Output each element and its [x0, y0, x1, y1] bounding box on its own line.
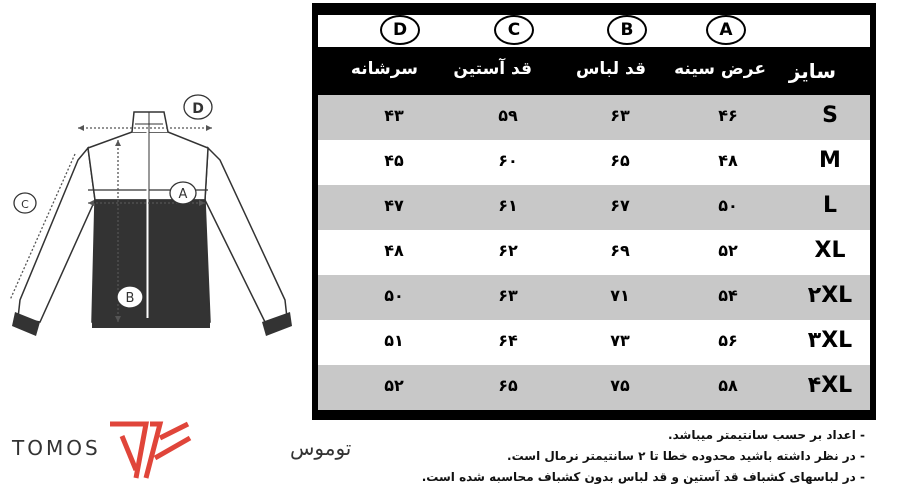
- label-a: [170, 182, 196, 204]
- size-cell: M: [819, 148, 841, 173]
- chest-cell: ۵۶: [718, 331, 738, 350]
- brand-emblem-icon: [110, 424, 190, 478]
- svg-text:A: A: [178, 187, 188, 202]
- table-header: [318, 47, 870, 95]
- jacket-diagram: [0, 85, 310, 345]
- label-c: [14, 193, 36, 213]
- letter-c: C: [494, 15, 534, 45]
- sleeve-cell: ۵۹: [498, 106, 518, 125]
- header-length: قد لباس: [575, 59, 646, 79]
- sleeve-cell: ۶۳: [498, 286, 518, 305]
- table-row: [318, 320, 870, 365]
- sleeve-cell: ۶۲: [498, 241, 518, 260]
- chest-cell: ۵۴: [718, 286, 738, 305]
- length-cell: ۷۱: [610, 286, 630, 305]
- table-row: [318, 140, 870, 185]
- length-cell: ۷۳: [610, 331, 630, 350]
- svg-text:D: D: [192, 101, 204, 117]
- size-cell: ۲XL: [807, 283, 853, 308]
- table-row: [318, 185, 870, 230]
- note-knit: - در لباسهای کشباف قد آستین و قد لباس بدون کشباف محاسبه شده است.: [421, 470, 865, 484]
- note-tolerance: - در نظر داشته باشید محدوده خطا تا ۲ سانتیمتر نرمال است.: [507, 449, 865, 463]
- shoulder-cell: ۴۵: [384, 151, 404, 170]
- sleeve-cell: ۶۱: [498, 196, 518, 215]
- svg-text:C: C: [21, 198, 29, 211]
- notes: [305, 428, 865, 491]
- shoulder-cell: ۴۳: [384, 106, 404, 125]
- letter-d: D: [380, 15, 420, 45]
- header-sleeve: قد آستین: [453, 59, 532, 79]
- column-letters: [318, 15, 870, 47]
- shoulder-cell: ۵۲: [384, 376, 404, 395]
- chest-cell: ۵۲: [718, 241, 738, 260]
- size-cell: L: [822, 193, 838, 218]
- table-row: [318, 95, 870, 140]
- svg-text:B: B: [125, 291, 135, 306]
- shoulder-cell: ۵۱: [384, 331, 404, 350]
- header-chest: عرض سینه: [674, 59, 766, 79]
- shoulder-cell: ۴۷: [384, 196, 404, 215]
- header-size: سایز: [788, 59, 836, 83]
- length-cell: ۶۹: [610, 241, 630, 260]
- length-cell: ۶۵: [610, 151, 630, 170]
- sleeve-cell: ۶۴: [498, 331, 518, 350]
- shoulder-cell: ۵۰: [384, 286, 404, 305]
- sleeve-cell: ۶۰: [498, 151, 518, 170]
- letter-b: B: [607, 15, 647, 45]
- length-cell: ۷۵: [610, 376, 630, 395]
- label-d: [184, 95, 212, 119]
- svg-text:TOMOS: TOMOS: [12, 436, 101, 460]
- brand-logo: [10, 408, 352, 488]
- length-cell: ۶۷: [610, 196, 630, 215]
- size-cell: ۴XL: [807, 373, 853, 398]
- label-b: [117, 286, 143, 308]
- chest-cell: ۵۰: [718, 196, 738, 215]
- table-row: [318, 230, 870, 275]
- shoulder-cell: ۴۸: [384, 241, 404, 260]
- svg-text:توموس: توموس: [290, 436, 352, 460]
- chest-cell: ۴۶: [718, 106, 738, 125]
- table-row: [318, 365, 870, 410]
- table-row: [318, 275, 870, 320]
- sleeve-cell: ۶۵: [498, 376, 518, 395]
- size-cell: XL: [814, 238, 846, 263]
- chest-cell: ۴۸: [718, 151, 738, 170]
- header-shoulder: سرشانه: [350, 59, 418, 79]
- size-cell: ۳XL: [807, 328, 853, 353]
- size-cell: S: [822, 103, 838, 128]
- length-cell: ۶۳: [610, 106, 630, 125]
- size-table: [312, 3, 876, 420]
- table-body: [318, 95, 870, 410]
- letter-a: A: [706, 15, 746, 45]
- chest-cell: ۵۸: [718, 376, 738, 395]
- note-units: - اعداد بر حسب سانتیمتر میباشد.: [668, 428, 865, 442]
